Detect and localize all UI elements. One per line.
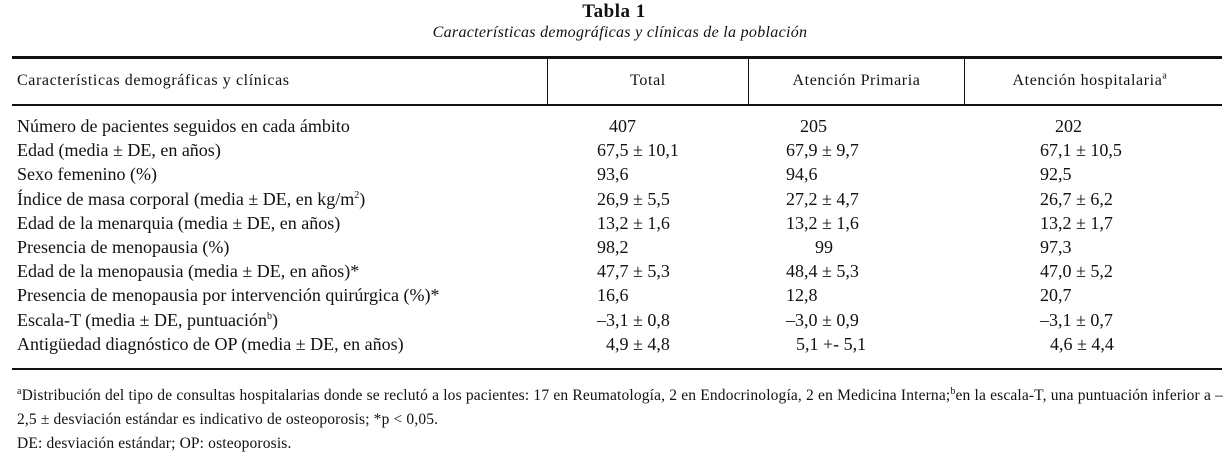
footnote-abbreviations: DE: desviación estándar; OP: osteoporosis. [17, 435, 292, 452]
cell-total: 4,9 ± 4,8 [606, 333, 670, 354]
table-row [0, 237, 1228, 261]
cell-primary: 27,2 ± 4,7 [786, 188, 859, 209]
table-row [0, 334, 1228, 358]
cell-primary: 205 [800, 116, 827, 136]
cell-hospital: 47,0 ± 5,2 [1040, 261, 1113, 282]
cell-total: 93,6 [597, 164, 629, 185]
table-row [0, 261, 1228, 285]
cell-hospital: 67,1 ± 10,5 [1040, 140, 1122, 161]
cell-primary: 5,1 +- 5,1 [796, 333, 867, 354]
cell-total: 16,6 [597, 285, 629, 306]
cell-primary: 67,9 ± 9,7 [786, 140, 859, 161]
table-subtitle: Características demográficas y clínicas de la población [432, 24, 808, 41]
header-hospital-care-label: Atención hospitalaria [1012, 72, 1163, 89]
superscript: b [266, 310, 272, 322]
cell-primary: 48,4 ± 5,3 [786, 261, 859, 282]
cell-total: 67,5 ± 10,1 [597, 140, 679, 161]
cell-hospital: 4,6 ± 4,4 [1050, 333, 1114, 354]
row-label-end: ) [271, 309, 278, 330]
cell-total: 47,7 ± 5,3 [597, 261, 670, 282]
header-rule [12, 104, 1222, 106]
header-total: Total [630, 72, 666, 89]
cell-hospital: 97,3 [1040, 236, 1072, 257]
cell-primary: 13,2 ± 1,6 [786, 212, 859, 233]
row-label-end: ) [359, 188, 366, 209]
cell-hospital: –3,1 ± 0,7 [1040, 309, 1113, 330]
cell-total: 26,9 ± 5,5 [597, 188, 670, 209]
header-hospital-care [965, 72, 1215, 90]
top-rule [12, 56, 1222, 59]
row-label: Edad (media ± DE, en años) [17, 140, 221, 161]
cell-total: 98,2 [597, 236, 629, 257]
table-footnotes [17, 384, 1223, 456]
footnote-marker-a: a [17, 385, 22, 397]
table-row [0, 189, 1228, 213]
header-primary-care: Atención Primaria [792, 72, 921, 89]
cell-total: 13,2 ± 1,6 [597, 212, 670, 233]
row-label: Presencia de menopausia por intervención quirúrgica (%)* [17, 285, 440, 306]
table-title: Tabla 1 [582, 1, 646, 22]
cell-hospital: 26,7 ± 6,2 [1040, 188, 1113, 209]
cell-primary: 99 [815, 236, 833, 257]
table-row [0, 213, 1228, 237]
footnote-b-text: en la escala-T, una puntuación inferior a –2,5 ± desviación estándar es indicativo de osteoporosis; *p < 0,05. [17, 387, 1223, 428]
row-label [17, 189, 365, 210]
row-label: Presencia de menopausia (%) [17, 236, 230, 257]
header-footnote-marker: a [1162, 70, 1168, 82]
superscript: 2 [354, 189, 360, 201]
footnote-marker-b: b [950, 385, 956, 397]
cell-hospital: 92,5 [1040, 164, 1072, 185]
table-row [0, 285, 1228, 309]
footnote-a-text: Distribución del tipo de consultas hospitalarias donde se reclutó a los pacientes: 17 en Reumatología, 2 en Endocrinología, 2 en Medicina Interna; [21, 387, 951, 404]
cell-hospital: 13,2 ± 1,7 [1040, 212, 1113, 233]
cell-total: 407 [609, 116, 636, 136]
footnote-ab [17, 384, 1223, 432]
cell-primary: –3,0 ± 0,9 [786, 309, 859, 330]
cell-primary: 12,8 [786, 285, 818, 306]
row-label: Número de pacientes seguidos en cada ámbito [17, 116, 350, 136]
cell-hospital: 20,7 [1040, 285, 1072, 306]
table-body [0, 116, 1228, 358]
cell-primary: 94,6 [786, 164, 818, 185]
row-label: Edad de la menarquia (media ± DE, en años) [17, 212, 341, 233]
header-characteristics: Características demográficas y clínicas [17, 72, 290, 89]
table-row [0, 310, 1228, 334]
table-row [0, 140, 1228, 164]
row-label: Edad de la menopausia (media ± DE, en años)* [17, 261, 360, 282]
row-label: Sexo femenino (%) [17, 164, 157, 185]
bottom-rule [12, 368, 1222, 370]
cell-total: –3,1 ± 0,8 [597, 309, 670, 330]
row-label: Antigüedad diagnóstico de OP (media ± DE, en años) [17, 333, 404, 354]
table-row [0, 116, 1228, 140]
row-label-text: Índice de masa corporal (media ± DE, en kg/m [17, 188, 355, 209]
cell-hospital: 202 [1055, 116, 1082, 136]
row-label [17, 310, 278, 331]
row-label-text: Escala-T (media ± DE, puntuación [17, 309, 267, 330]
table-row [0, 164, 1228, 188]
